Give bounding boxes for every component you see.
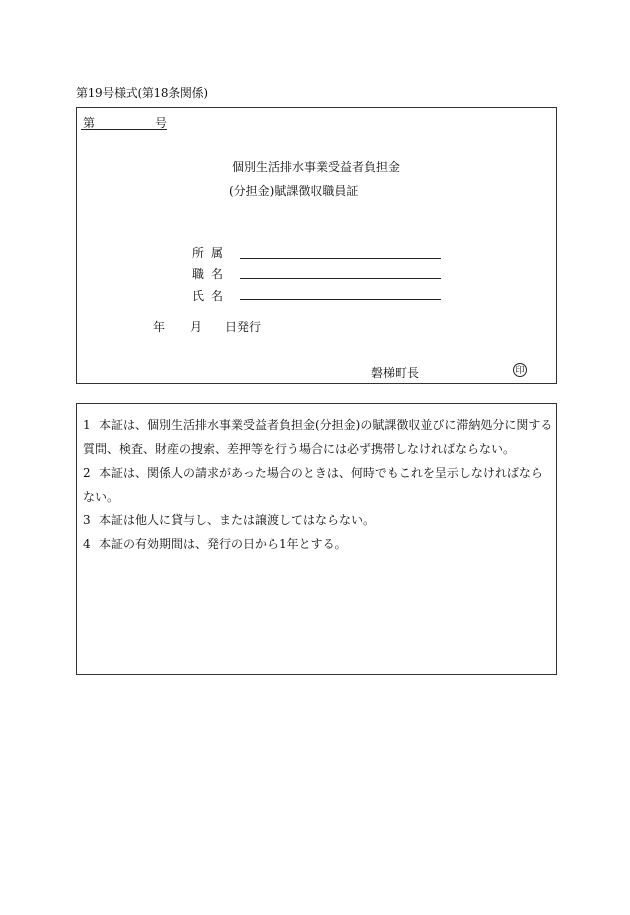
note-text: 本証は、関係人の請求があった場合のときは、何時でもこれを呈示しなければならない。 <box>83 466 543 504</box>
field-label-affiliation: 所属 <box>192 246 231 260</box>
form-number-label: 第19号様式(第18条関係) <box>76 86 208 100</box>
note-number: 1 <box>83 418 91 432</box>
note-text: 本証は、個別生活排水事業受益者負担金(分担金)の賦課徴収並びに滞納処分に関する質問、検査、財産の捜索、差押等を行う場合には必ず携帯しなければならない。 <box>83 418 553 456</box>
note-number: 3 <box>83 513 91 527</box>
serial-underline <box>81 129 167 130</box>
field-label-name: 氏名 <box>192 289 231 303</box>
field-line-name <box>240 299 441 300</box>
note-number: 4 <box>83 537 91 551</box>
note-number: 2 <box>83 466 91 480</box>
issue-year: 年 <box>153 320 166 334</box>
note-item <box>83 461 553 509</box>
issuer-name: 磐梯町長 <box>371 366 420 380</box>
field-label-title: 職名 <box>192 267 231 281</box>
card-title-line2: (分担金)賦課徴収職員証 <box>229 184 359 198</box>
seal-mark: 印 <box>513 363 527 377</box>
issue-month: 月 <box>190 320 203 334</box>
serial-prefix: 第 <box>83 116 96 130</box>
note-item <box>83 508 553 532</box>
notes-frame <box>76 403 557 675</box>
note-item <box>83 532 553 556</box>
note-text: 本証の有効期間は、発行の日から1年とする。 <box>99 537 347 551</box>
issue-day: 日発行 <box>225 320 262 334</box>
id-card-frame <box>76 107 557 384</box>
field-line-affiliation <box>240 258 441 259</box>
serial-suffix: 号 <box>155 116 168 130</box>
card-title-line1: 個別生活排水事業受益者負担金 <box>232 160 401 174</box>
note-item <box>83 413 553 461</box>
note-text: 本証は他人に貸与し、または譲渡してはならない。 <box>99 513 376 527</box>
field-line-title <box>240 278 441 279</box>
